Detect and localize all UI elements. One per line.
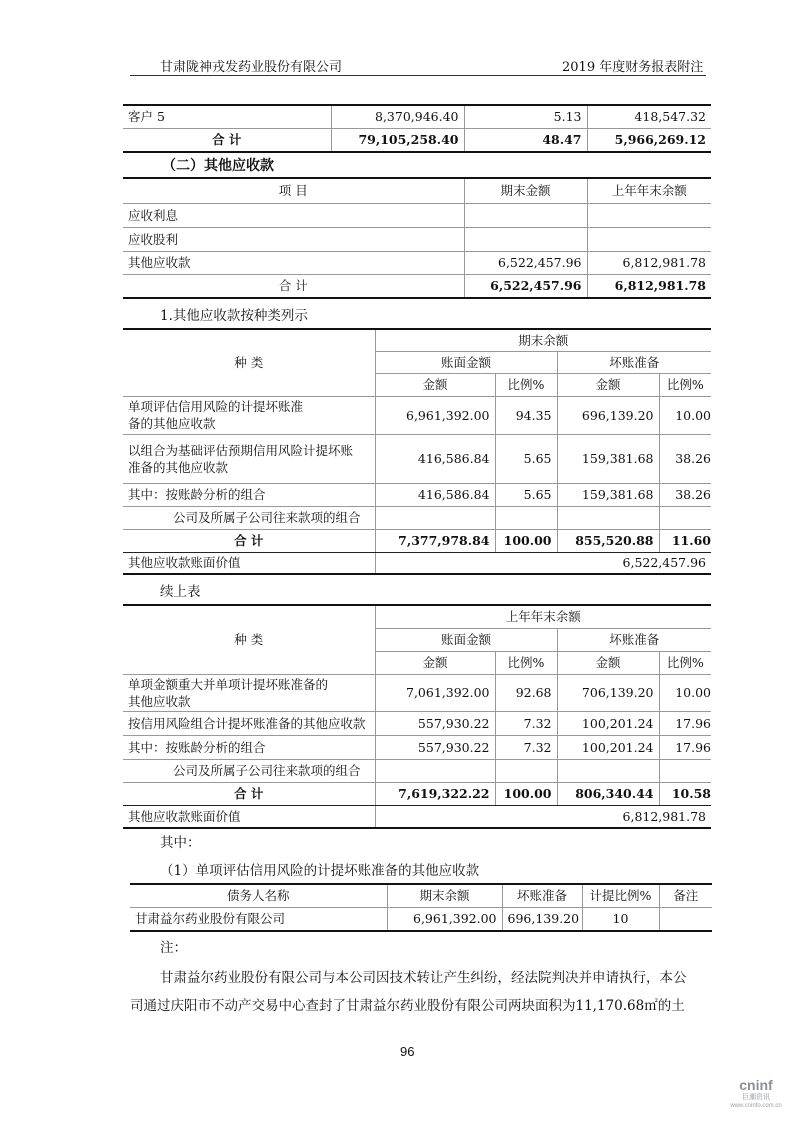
subsection-title: 1.其他应收款按种类列示	[160, 308, 308, 324]
header-book: 账面金额	[375, 628, 557, 651]
cell: 6,961,392.00	[375, 396, 495, 434]
cell: 6,522,457.96	[375, 552, 711, 574]
table-row	[123, 434, 711, 483]
header-kind: 种 类	[123, 329, 375, 396]
cell: 按信用风险组合计提坏账准备的其他应收款	[123, 711, 375, 735]
header-company: 甘肃陇神戎发药业股份有限公司	[160, 60, 343, 75]
table-row	[123, 227, 711, 251]
header-divider	[130, 75, 706, 76]
cell: 合 计	[123, 128, 331, 152]
table-row	[123, 674, 711, 711]
cell: 公司及所属子公司往来款项的组合	[123, 506, 375, 529]
total-row	[123, 128, 711, 152]
logo-subtext: 巨潮资讯	[742, 1093, 770, 1101]
cell: 17.96	[659, 711, 711, 735]
book-value-row	[123, 805, 711, 828]
cell: 11.60	[659, 529, 711, 552]
category-table-prior	[123, 604, 711, 829]
total-row	[123, 782, 711, 805]
book-value-row	[123, 552, 711, 574]
cell: 100,201.24	[557, 735, 659, 759]
cell: 6,812,981.78	[587, 251, 711, 274]
cell	[557, 759, 659, 782]
table-row	[123, 711, 711, 735]
cell	[375, 506, 495, 529]
cell: 其他应收款账面价值	[123, 552, 375, 574]
cell: 17.96	[659, 735, 711, 759]
cell: 557,930.22	[375, 735, 495, 759]
cell: 557,930.22	[375, 711, 495, 735]
cell: 应收股利	[123, 227, 464, 251]
logo-text: cninf	[739, 1077, 773, 1093]
note-label: 注：	[160, 940, 187, 956]
header-period: 期末余额	[375, 329, 711, 351]
total-row	[123, 529, 711, 552]
header-pct: 比例%	[659, 651, 711, 674]
cell: 应收利息	[123, 203, 464, 227]
header-report-title: 2019 年度财务报表附注	[562, 60, 704, 75]
cell: 416,586.84	[375, 434, 495, 483]
cell: 甘肃益尔药业股份有限公司	[130, 907, 387, 931]
cell: 7.32	[495, 711, 557, 735]
cell: 38.26	[659, 434, 711, 483]
table-row	[123, 396, 711, 434]
cell: 79,105,258.40	[331, 128, 464, 152]
subsection-title: （1）单项评估信用风险的计提坏账准备的其他应收款	[160, 863, 480, 879]
cell: 8,370,946.40	[331, 105, 464, 128]
cell	[557, 506, 659, 529]
header-book: 账面金额	[375, 351, 557, 373]
table-row	[123, 203, 711, 227]
cell: 合 计	[123, 782, 375, 805]
among-label: 其中：	[160, 835, 201, 851]
cell	[464, 203, 587, 227]
table-row	[130, 907, 712, 931]
cell	[659, 907, 712, 931]
cell: 以组合为基础评估预期信用风险计提坏账准备的其他应收款	[123, 434, 375, 483]
cell: 5.65	[495, 483, 557, 506]
cell: 38.26	[659, 483, 711, 506]
cell: 159,381.68	[557, 483, 659, 506]
individual-assessment-table	[130, 883, 712, 932]
header-period: 上年年末余额	[375, 605, 711, 628]
cell: 单项评估信用风险的计提坏账准备的其他应收款	[123, 396, 375, 434]
cell: 100,201.24	[557, 711, 659, 735]
cell: 10.00	[659, 396, 711, 434]
cell: 其他应收款账面价值	[123, 805, 375, 828]
cell: 客户 5	[123, 105, 331, 128]
cell: 7,619,322.22	[375, 782, 495, 805]
cell: 7,061,392.00	[375, 674, 495, 711]
header-cell: 上年年末余额	[587, 178, 711, 203]
section-title: （二）其他应收款	[162, 158, 274, 174]
category-table-current	[123, 328, 711, 575]
header-bad-debt: 坏账准备	[557, 351, 711, 373]
cell: 6,812,981.78	[375, 805, 711, 828]
header-cell: 债务人名称	[130, 884, 387, 907]
cell: 159,381.68	[557, 434, 659, 483]
cell: 公司及所属子公司往来款项的组合	[123, 759, 375, 782]
cell: 合 计	[123, 529, 375, 552]
table-header	[123, 178, 711, 203]
header-amount: 金额	[557, 373, 659, 396]
table-row	[123, 506, 711, 529]
cell: 696,139.20	[557, 396, 659, 434]
cell	[587, 203, 711, 227]
customer-table	[123, 104, 711, 153]
cell: 92.68	[495, 674, 557, 711]
cell	[495, 759, 557, 782]
header-amount: 金额	[375, 373, 495, 396]
header-pct: 比例%	[495, 373, 557, 396]
continued-label: 续上表	[160, 584, 201, 600]
cell: 10.00	[659, 674, 711, 711]
cell: 其他应收款	[123, 251, 464, 274]
header-cell: 备注	[659, 884, 712, 907]
table-row	[123, 759, 711, 782]
cell: 418,547.32	[587, 105, 711, 128]
cell: 7.32	[495, 735, 557, 759]
header-cell: 计提比例%	[582, 884, 659, 907]
logo-url: www.cninfo.com.cn	[730, 1103, 782, 1109]
other-receivables-table	[123, 177, 711, 299]
total-row	[123, 274, 711, 298]
cninfo-logo	[722, 1078, 790, 1110]
cell: 855,520.88	[557, 529, 659, 552]
cell: 706,139.20	[557, 674, 659, 711]
header-pct: 比例%	[495, 651, 557, 674]
cell: 6,522,457.96	[464, 251, 587, 274]
cell: 7,377,978.84	[375, 529, 495, 552]
cell	[659, 506, 711, 529]
header-pct: 比例%	[659, 373, 711, 396]
table-row	[123, 735, 711, 759]
header-cell: 期末金额	[464, 178, 587, 203]
header-bad-debt: 坏账准备	[557, 628, 711, 651]
cell	[375, 759, 495, 782]
cell: 6,812,981.78	[587, 274, 711, 298]
cell: 5.13	[464, 105, 587, 128]
table-row	[123, 251, 711, 274]
cell	[495, 506, 557, 529]
cell: 其中：按账龄分析的组合	[123, 735, 375, 759]
table-header	[130, 884, 712, 907]
header-cell: 项 目	[123, 178, 464, 203]
note-paragraph-line: 甘肃益尔药业股份有限公司与本公司因技术转让产生纠纷，经法院判决并申请执行，本公	[160, 970, 687, 986]
cell: 6,522,457.96	[464, 274, 587, 298]
table-row	[123, 105, 711, 128]
cell: 416,586.84	[375, 483, 495, 506]
header-cell: 坏账准备	[502, 884, 582, 907]
cell	[659, 759, 711, 782]
cell: 696,139.20	[502, 907, 582, 931]
cell: 5,966,269.12	[587, 128, 711, 152]
cell: 48.47	[464, 128, 587, 152]
cell: 6,961,392.00	[387, 907, 502, 931]
cell: 806,340.44	[557, 782, 659, 805]
cell: 100.00	[495, 529, 557, 552]
cell: 94.35	[495, 396, 557, 434]
cell: 10.58	[659, 782, 711, 805]
cell: 100.00	[495, 782, 557, 805]
page-number: 96	[400, 1044, 415, 1059]
table-row	[123, 483, 711, 506]
header-amount: 金额	[375, 651, 495, 674]
cell	[464, 227, 587, 251]
cell: 其中：按账龄分析的组合	[123, 483, 375, 506]
cell: 5.65	[495, 434, 557, 483]
cell: 10	[582, 907, 659, 931]
note-paragraph-line: 司通过庆阳市不动产交易中心查封了甘肃益尔药业股份有限公司两块面积为11,170.68㎡的土	[130, 998, 685, 1014]
cell: 合 计	[123, 274, 464, 298]
cell: 单项金额重大并单项计提坏账准备的其他应收款	[123, 674, 375, 711]
header-cell: 期末余额	[387, 884, 502, 907]
header-amount: 金额	[557, 651, 659, 674]
header-kind: 种 类	[123, 605, 375, 674]
cell	[587, 227, 711, 251]
